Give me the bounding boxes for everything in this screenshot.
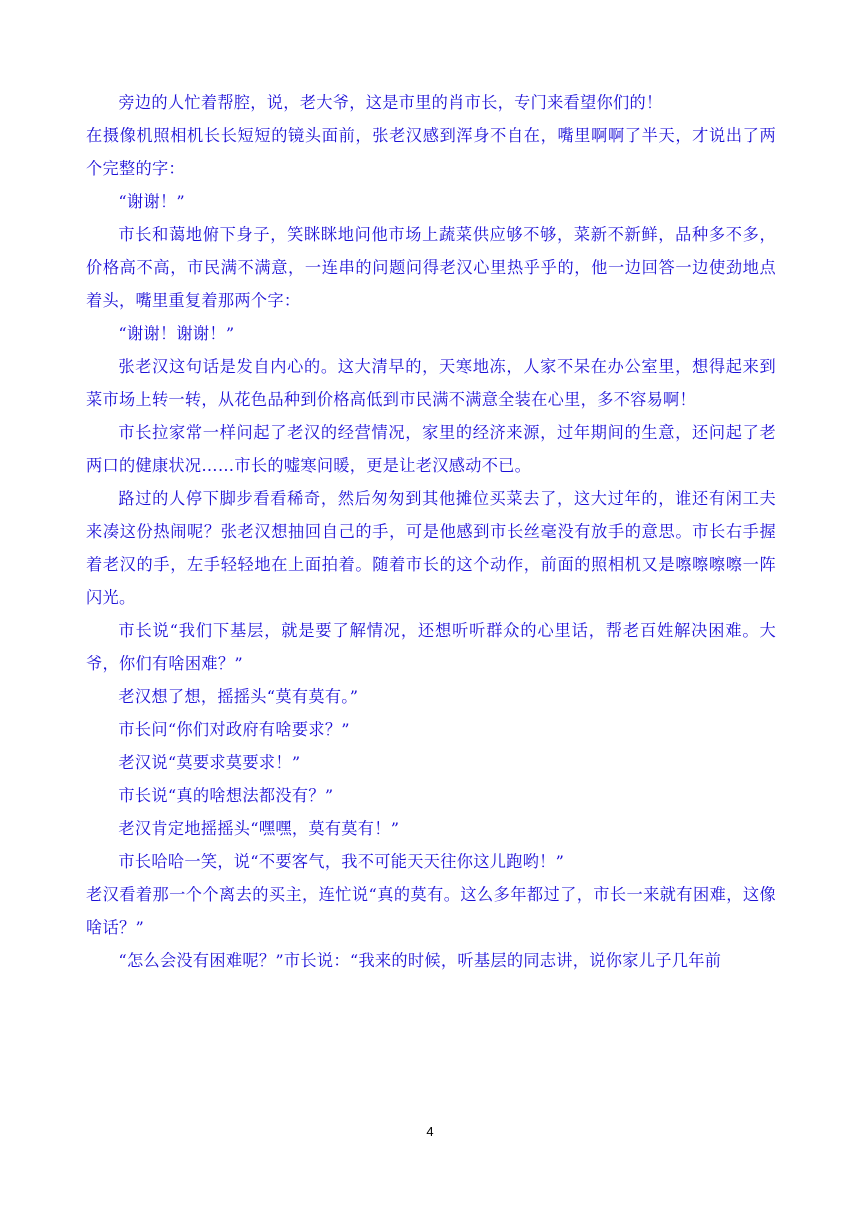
paragraph-13: 市长说“真的啥想法都没有？” <box>118 786 334 805</box>
paragraph-8: 路过的人停下脚步看看稀奇，然后匆匆到其他摊位买菜去了，这大过年的，谁还有闲工夫来凑这份热闹呢？张老汉想抽回自己的手，可是他感到市长丝毫没有放手的意思。市长右手握着老汉的手，左手轻轻地在上面拍着。随着市长的这个动作，前面的照相机又是嚓嚓嚓嚓一阵闪光。 <box>86 489 776 607</box>
paragraph-10: 老汉想了想，摇摇头“莫有莫有。” <box>118 687 359 706</box>
paragraph-9: 市长说“我们下基层，就是要了解情况，还想听听群众的心里话，帮老百姓解决困难。大爷，你们有啥困难？” <box>86 621 776 673</box>
body-text <box>86 86 776 977</box>
paragraph-5: “谢谢！谢谢！” <box>118 324 235 343</box>
paragraph-17: “怎么会没有困难呢？”市长说：“我来的时候，听基层的同志讲，说你家儿子几年前 <box>118 951 722 970</box>
paragraph-4: 市长和蔼地俯下身子，笑眯眯地问他市场上蔬菜供应够不够，菜新不新鲜，品种多不多，价格高不高，市民满不满意，一连串的问题问得老汉心里热乎乎的，他一边回答一边使劲地点着头，嘴里重复着那两个字： <box>86 225 776 310</box>
paragraph-15: 市长哈哈一笑，说“不要客气，我不可能天天往你这儿跑哟！” <box>118 852 565 871</box>
paragraph-12: 老汉说“莫要求莫要求！” <box>118 753 301 772</box>
paragraph-14: 老汉肯定地摇摇头“嘿嘿，莫有莫有！” <box>118 819 400 838</box>
page-number: 4 <box>426 1124 434 1139</box>
paragraph-6: 张老汉这句话是发自内心的。这大清早的，天寒地冻，人家不呆在办公室里，想得起来到菜市场上转一转，从花色品种到价格高低到市民满不满意全装在心里，多不容易啊！ <box>86 357 776 409</box>
paragraph-16: 老汉看着那一个个离去的买主，连忙说“真的莫有。这么多年都过了，市长一来就有困难，这像啥话？” <box>86 885 776 937</box>
paragraph-2: 在摄像机照相机长长短短的镜头面前，张老汉感到浑身不自在，嘴里啊啊了半天，才说出了两个完整的字： <box>86 126 776 178</box>
paragraph-1: 旁边的人忙着帮腔，说，老大爷，这是市里的肖市长，专门来看望你们的！ <box>118 93 663 112</box>
paragraph-7: 市长拉家常一样问起了老汉的经营情况，家里的经济来源，过年期间的生意，还问起了老两口的健康状况……市长的嘘寒问暖，更是让老汉感动不已。 <box>86 423 776 475</box>
paragraph-11: 市长问“你们对政府有啥要求？” <box>118 720 350 739</box>
paragraph-3: “谢谢！” <box>118 192 186 211</box>
